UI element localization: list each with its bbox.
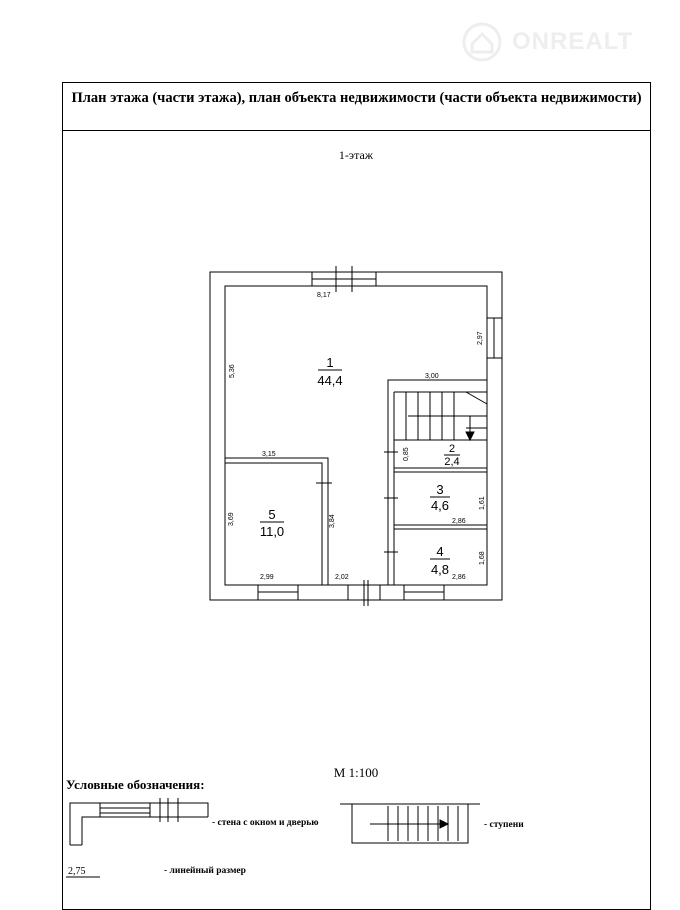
stairs bbox=[394, 392, 487, 440]
room-3-number: 3 bbox=[436, 482, 444, 497]
legend-size-example: 2,75 bbox=[68, 866, 86, 877]
room-2-area: 2,4 bbox=[444, 456, 460, 468]
outer-wall-inside bbox=[225, 286, 487, 585]
document-title: План этажа (части этажа), план объекта недвижимости (части объекта недвижимости) bbox=[71, 90, 642, 106]
legend-title: Условные обозначения: bbox=[66, 777, 205, 792]
floor-label: 1-этаж bbox=[338, 148, 374, 162]
room-4-area: 4,8 bbox=[430, 562, 450, 577]
dim-room5-top: 3,15 bbox=[262, 451, 276, 458]
legend-stairs-text: - ступени bbox=[484, 820, 524, 830]
legend-size-text: - линейный размер bbox=[164, 866, 246, 876]
room-4-number: 4 bbox=[436, 544, 444, 559]
scale-label: М 1:100 bbox=[333, 765, 379, 780]
room-5-area: 11,0 bbox=[259, 524, 285, 539]
legend-wall-text: - стена с окном и дверью bbox=[212, 818, 319, 828]
dim-room5-bottom: 2,99 bbox=[260, 574, 274, 581]
dim-right-upper: 2,97 bbox=[477, 331, 484, 345]
outer-wall-outside bbox=[210, 272, 502, 600]
bottom-window-right bbox=[404, 585, 444, 600]
room-3-area: 4,6 bbox=[430, 498, 450, 513]
dim-room5-right: 3,84 bbox=[329, 514, 336, 528]
dim-room2-height: 0,85 bbox=[403, 447, 410, 461]
entrance-door bbox=[348, 580, 380, 606]
right-window bbox=[487, 318, 502, 358]
dim-room3-width: 2,86 bbox=[452, 518, 466, 525]
dim-left-height: 5,36 bbox=[229, 364, 236, 378]
room-2-number: 2 bbox=[448, 443, 456, 455]
legend-stairs-symbol bbox=[340, 804, 480, 843]
dim-room4-width: 2,86 bbox=[452, 574, 466, 581]
top-window bbox=[312, 266, 376, 292]
room-1-number: 1 bbox=[326, 355, 334, 370]
dim-room5-left: 3,69 bbox=[228, 512, 235, 526]
legend-wall-symbol bbox=[70, 798, 208, 845]
room-1-area: 44,4 bbox=[317, 373, 343, 388]
dim-stair-width: 3,00 bbox=[425, 373, 439, 380]
dim-top-width: 8,17 bbox=[317, 292, 331, 299]
dim-room4-height: 1,68 bbox=[479, 551, 486, 565]
dim-room3-height: 1,61 bbox=[479, 496, 486, 510]
room-5-number: 5 bbox=[268, 507, 276, 522]
watermark-text: ONREALT bbox=[512, 28, 634, 55]
bottom-window-left bbox=[258, 585, 298, 600]
dim-bottom-mid: 2,02 bbox=[335, 574, 349, 581]
